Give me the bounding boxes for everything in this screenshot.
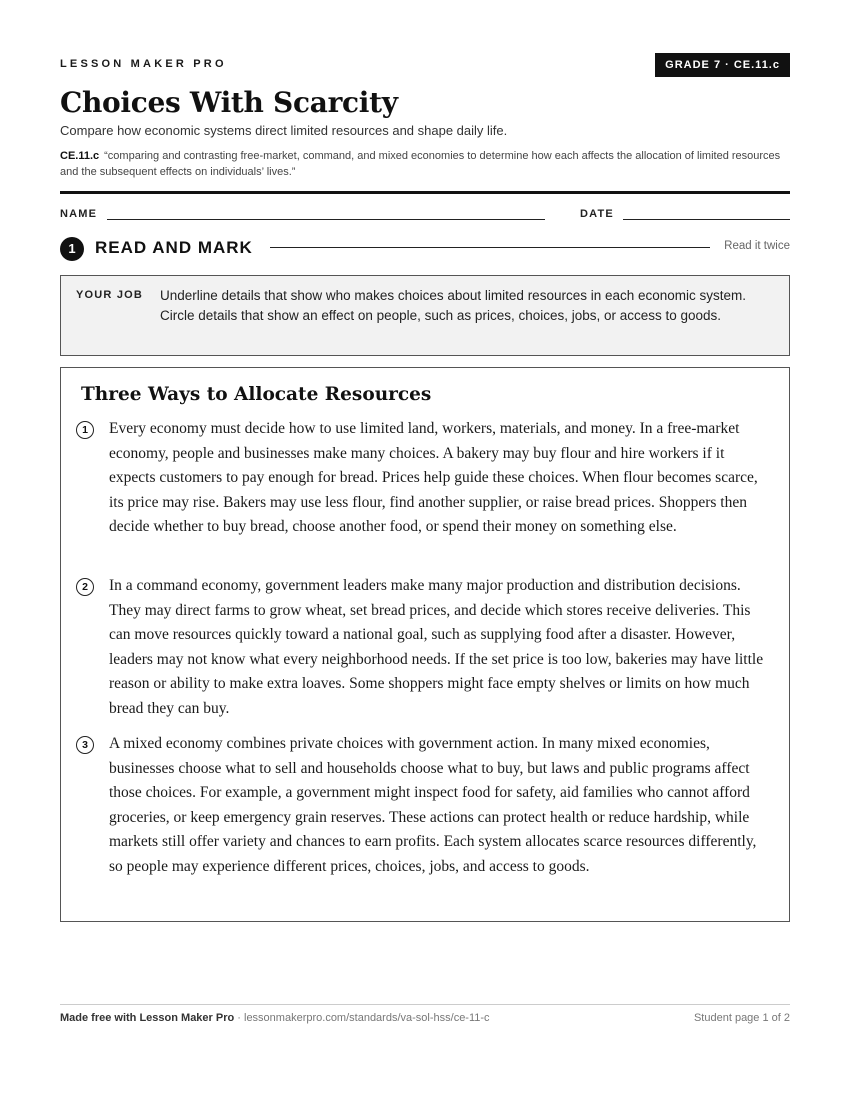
footer-url-link[interactable]: lessonmakerpro.com/standards/va-sol-hss/ce-11-c (244, 1012, 490, 1024)
footer-made-with: Made free with Lesson Maker Pro (60, 1012, 235, 1024)
footer-divider (60, 1004, 790, 1005)
section-divider (270, 247, 710, 248)
paragraph-number-2: 2 (76, 578, 94, 596)
paragraph-2: In a command economy, government leaders make many major production and distribution decisions. They may direct farms to grow wheat, set bread prices, and decide which stores receive deliveries. This can move resources quickly toward a national goal, such as supplying food after a disaster. However, leaders may not know what every neighborhood needs. If the set price is too low, bakeries may have little reason or ability to make extra loaves. Some shoppers might face empty shelves or limits on how much bread they can buy. (109, 577, 764, 717)
reading-title: Three Ways to Allocate Resources (81, 384, 432, 405)
paragraph-number-3: 3 (76, 736, 94, 754)
worksheet-page (60, 0, 790, 1100)
grade-badge: GRADE 7 · CE.11.c (655, 53, 790, 77)
header-divider (60, 191, 790, 194)
page-title: Choices With Scarcity (60, 86, 398, 119)
your-job-label: YOUR JOB (76, 289, 144, 301)
section-title: READ AND MARK (95, 238, 253, 257)
page-subtitle: Compare how economic systems direct limited resources and shape daily life. (60, 123, 508, 138)
section-number-badge: 1 (60, 237, 84, 261)
name-label: NAME (60, 208, 98, 220)
footer-separator: · (234, 1012, 244, 1024)
paragraph-number-1: 1 (76, 421, 94, 439)
paragraph-3: A mixed economy combines private choices with government action. In many mixed economies, businesses choose what to sell and households choose what to buy, but laws and public programs affect those choices. For example, a government might inspect food for safety, aid families who cannot afford groceries, or keep emergency grain reserves. These actions can protect health or reduce hardship, while markets still offer variety and chances to earn profits. Each system allocates scarce resources differently, so people may experience different prices, choices, jobs, and access to goods. (109, 735, 757, 875)
date-label: DATE (580, 208, 614, 220)
name-field[interactable] (107, 219, 545, 220)
footer-credit (60, 1012, 490, 1024)
footer-page-number: Student page 1 of 2 (693, 1012, 790, 1024)
standard-statement (60, 148, 790, 180)
brand-name: LESSON MAKER PRO (60, 58, 227, 70)
your-job-box (60, 275, 790, 356)
reading-passage-box (60, 367, 790, 922)
paragraph-1: Every economy must decide how to use limited land, workers, materials, and money. In a free-market economy, people and businesses make many choices. A bakery may buy flour and hire workers if it expects customers to pay enough for bread. Prices help guide these choices. When flour becomes scarce, its price may rise. Bakers may use less flour, find another supplier, or raise bread prices. Shoppers then decide whether to buy bread, choose another food, or spend their money on something else. (109, 420, 758, 535)
date-field[interactable] (623, 219, 790, 220)
standard-code: CE.11.c (60, 150, 100, 162)
section-note: Read it twice (724, 240, 790, 252)
your-job-instructions: Underline details that show who makes choices about limited resources in each economic system. Circle details that show an effect on people, such as prices, choices, jobs, or access to goods. (160, 288, 747, 323)
standard-text: “comparing and contrasting free-market, command, and mixed economies to determine how each affects the allocation of limited resources and the subsequent effects on individuals’ lives.” (60, 150, 781, 178)
